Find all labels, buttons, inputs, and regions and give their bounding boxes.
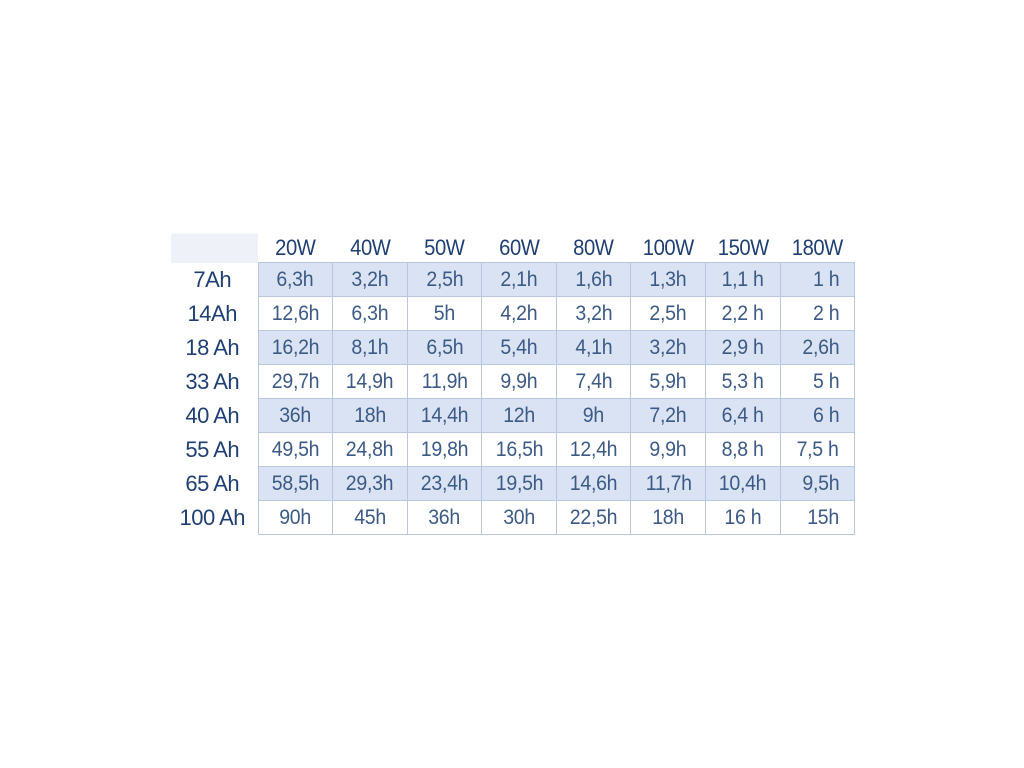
cell-value: 8,1h <box>351 335 389 359</box>
cell-value: 45h <box>354 505 386 529</box>
row-header: 7Ah <box>193 266 232 292</box>
cell-value: 2,1h <box>500 267 538 291</box>
table-cell <box>706 297 781 331</box>
table-cell <box>556 263 631 297</box>
runtime-table <box>171 227 855 535</box>
corner-cell <box>171 227 258 263</box>
table-cell <box>333 263 408 297</box>
table-cell <box>556 501 631 535</box>
cell-value: 4,1h <box>575 335 613 359</box>
table-cell <box>706 501 781 535</box>
cell-value: 5h <box>433 301 456 325</box>
table-cell <box>333 365 408 399</box>
column-header-50w: 50W <box>424 235 465 260</box>
table-cell <box>556 297 631 331</box>
cell-value: 15h <box>807 505 840 529</box>
cell-value: 6,4 h <box>721 403 764 427</box>
table-cell <box>482 501 557 535</box>
cell-value: 1,1 h <box>721 267 764 291</box>
table-cell <box>631 501 706 535</box>
table-cell <box>780 399 855 433</box>
cell-value: 11,9h <box>421 369 468 393</box>
table-cell <box>258 433 333 467</box>
table-cell <box>706 263 781 297</box>
table-cell <box>556 433 631 467</box>
table-cell <box>407 467 482 501</box>
table-cell <box>482 331 557 365</box>
table-cell <box>780 501 855 535</box>
table-cell <box>482 263 557 297</box>
cell-value: 2,5h <box>649 301 687 325</box>
cell-value: 58,5h <box>271 471 320 495</box>
cell-value: 19,8h <box>420 437 469 461</box>
table-row <box>171 297 855 331</box>
row-header: 40 Ah <box>185 402 240 428</box>
table-cell <box>258 297 333 331</box>
cell-value: 49,5h <box>271 437 320 461</box>
cell-value: 22,5h <box>569 505 618 529</box>
cell-value: 12h <box>503 403 535 427</box>
table-cell <box>258 263 333 297</box>
table-cell <box>258 365 333 399</box>
table-cell <box>780 467 855 501</box>
cell-value: 1,3h <box>649 267 687 291</box>
table-cell <box>333 433 408 467</box>
cell-value: 16,5h <box>495 437 543 461</box>
table-cell <box>556 467 631 501</box>
column-header-80w: 80W <box>573 235 614 260</box>
cell-value: 8,8 h <box>721 437 764 461</box>
table-cell <box>631 467 706 501</box>
cell-value: 1 h <box>812 267 840 291</box>
cell-value: 2 h <box>812 301 840 325</box>
cell-value: 36h <box>279 403 312 427</box>
cell-value: 9h <box>583 403 605 427</box>
table-cell <box>407 331 482 365</box>
table-cell <box>706 331 781 365</box>
cell-value: 6,5h <box>426 335 463 359</box>
cell-value: 19,5h <box>495 471 543 495</box>
cell-value: 14,4h <box>420 403 469 427</box>
table-cell <box>780 331 855 365</box>
row-header: 55 Ah <box>185 436 240 462</box>
cell-value: 9,9h <box>500 369 538 393</box>
table-cell <box>258 467 333 501</box>
table-cell <box>407 365 482 399</box>
table-cell <box>631 297 706 331</box>
cell-value: 36h <box>428 505 461 529</box>
row-header: 14Ah <box>187 300 237 326</box>
table-cell <box>780 433 855 467</box>
table-cell <box>258 501 333 535</box>
cell-value: 11,7h <box>645 471 692 495</box>
cell-value: 5 h <box>812 369 840 393</box>
cell-value: 1,6h <box>575 267 613 291</box>
table-cell <box>482 399 557 433</box>
column-header-row <box>171 227 855 263</box>
cell-value: 29,3h <box>346 471 394 495</box>
cell-value: 18h <box>354 403 386 427</box>
table-row <box>171 365 855 399</box>
table-cell <box>631 263 706 297</box>
cell-value: 7,4h <box>575 369 613 393</box>
column-header-20w: 20W <box>275 235 316 260</box>
row-header: 100 Ah <box>179 504 245 530</box>
table-row <box>171 399 855 433</box>
table-cell <box>333 467 408 501</box>
table-cell <box>556 331 631 365</box>
table-cell <box>631 365 706 399</box>
table-cell <box>706 399 781 433</box>
table-cell <box>706 467 781 501</box>
table-cell <box>631 399 706 433</box>
cell-value: 9,5h <box>801 471 839 495</box>
cell-value: 2,5h <box>426 267 463 291</box>
cell-value: 12,6h <box>271 301 320 325</box>
table-cell <box>556 399 631 433</box>
cell-value: 30h <box>503 505 535 529</box>
table-row <box>171 331 855 365</box>
cell-value: 18h <box>652 505 685 529</box>
table-cell <box>482 365 557 399</box>
cell-value: 90h <box>279 505 312 529</box>
table-cell <box>631 331 706 365</box>
cell-value: 10,4h <box>719 471 767 495</box>
cell-value: 12,4h <box>569 437 618 461</box>
table-cell <box>482 467 557 501</box>
table-cell <box>407 433 482 467</box>
cell-value: 7,5 h <box>796 437 839 461</box>
row-header: 65 Ah <box>185 470 240 496</box>
table-cell <box>407 501 482 535</box>
cell-value: 2,6h <box>801 335 839 359</box>
table-cell <box>706 433 781 467</box>
cell-value: 23,4h <box>420 471 469 495</box>
table-cell <box>706 365 781 399</box>
cell-value: 7,2h <box>649 403 687 427</box>
table-cell <box>333 297 408 331</box>
cell-value: 14,6h <box>569 471 618 495</box>
table-cell <box>407 297 482 331</box>
table-cell <box>780 365 855 399</box>
cell-value: 3,2h <box>649 335 687 359</box>
column-header-40w: 40W <box>349 235 391 260</box>
table-cell <box>780 263 855 297</box>
table-cell <box>482 433 557 467</box>
table-cell <box>780 297 855 331</box>
cell-value: 3,2h <box>575 301 613 325</box>
column-header-180w: 180W <box>791 235 843 260</box>
table-cell <box>333 331 408 365</box>
cell-value: 5,9h <box>649 369 687 393</box>
table-cell <box>631 433 706 467</box>
table-cell <box>407 399 482 433</box>
table-cell <box>333 501 408 535</box>
cell-value: 9,9h <box>649 437 687 461</box>
table-cell <box>556 365 631 399</box>
table-row <box>171 467 855 501</box>
cell-value: 3,2h <box>351 267 389 291</box>
cell-value: 16,2h <box>271 335 320 359</box>
column-header-100w: 100W <box>642 235 694 260</box>
table-row <box>171 433 855 467</box>
table-cell <box>482 297 557 331</box>
cell-value: 29,7h <box>271 369 320 393</box>
row-header: 33 Ah <box>185 368 240 394</box>
cell-value: 2,9 h <box>721 335 764 359</box>
cell-value: 2,2 h <box>721 301 764 325</box>
table-body <box>171 263 855 535</box>
table-cell <box>258 331 333 365</box>
table-cell <box>333 399 408 433</box>
table-cell <box>407 263 482 297</box>
column-header-60w: 60W <box>498 235 540 260</box>
cell-value: 4,2h <box>500 301 538 325</box>
cell-value: 6,3h <box>276 267 314 291</box>
cell-value: 5,4h <box>500 335 538 359</box>
cell-value: 6,3h <box>351 301 389 325</box>
table-row <box>171 501 855 535</box>
table-row <box>171 263 855 297</box>
row-header: 18 Ah <box>185 334 240 360</box>
cell-value: 14,9h <box>346 369 394 393</box>
cell-value: 24,8h <box>346 437 394 461</box>
cell-value: 16 h <box>724 505 762 529</box>
cell-value: 6 h <box>812 403 840 427</box>
cell-value: 5,3 h <box>721 369 764 393</box>
table-cell <box>258 399 333 433</box>
column-header-150w: 150W <box>717 235 769 260</box>
